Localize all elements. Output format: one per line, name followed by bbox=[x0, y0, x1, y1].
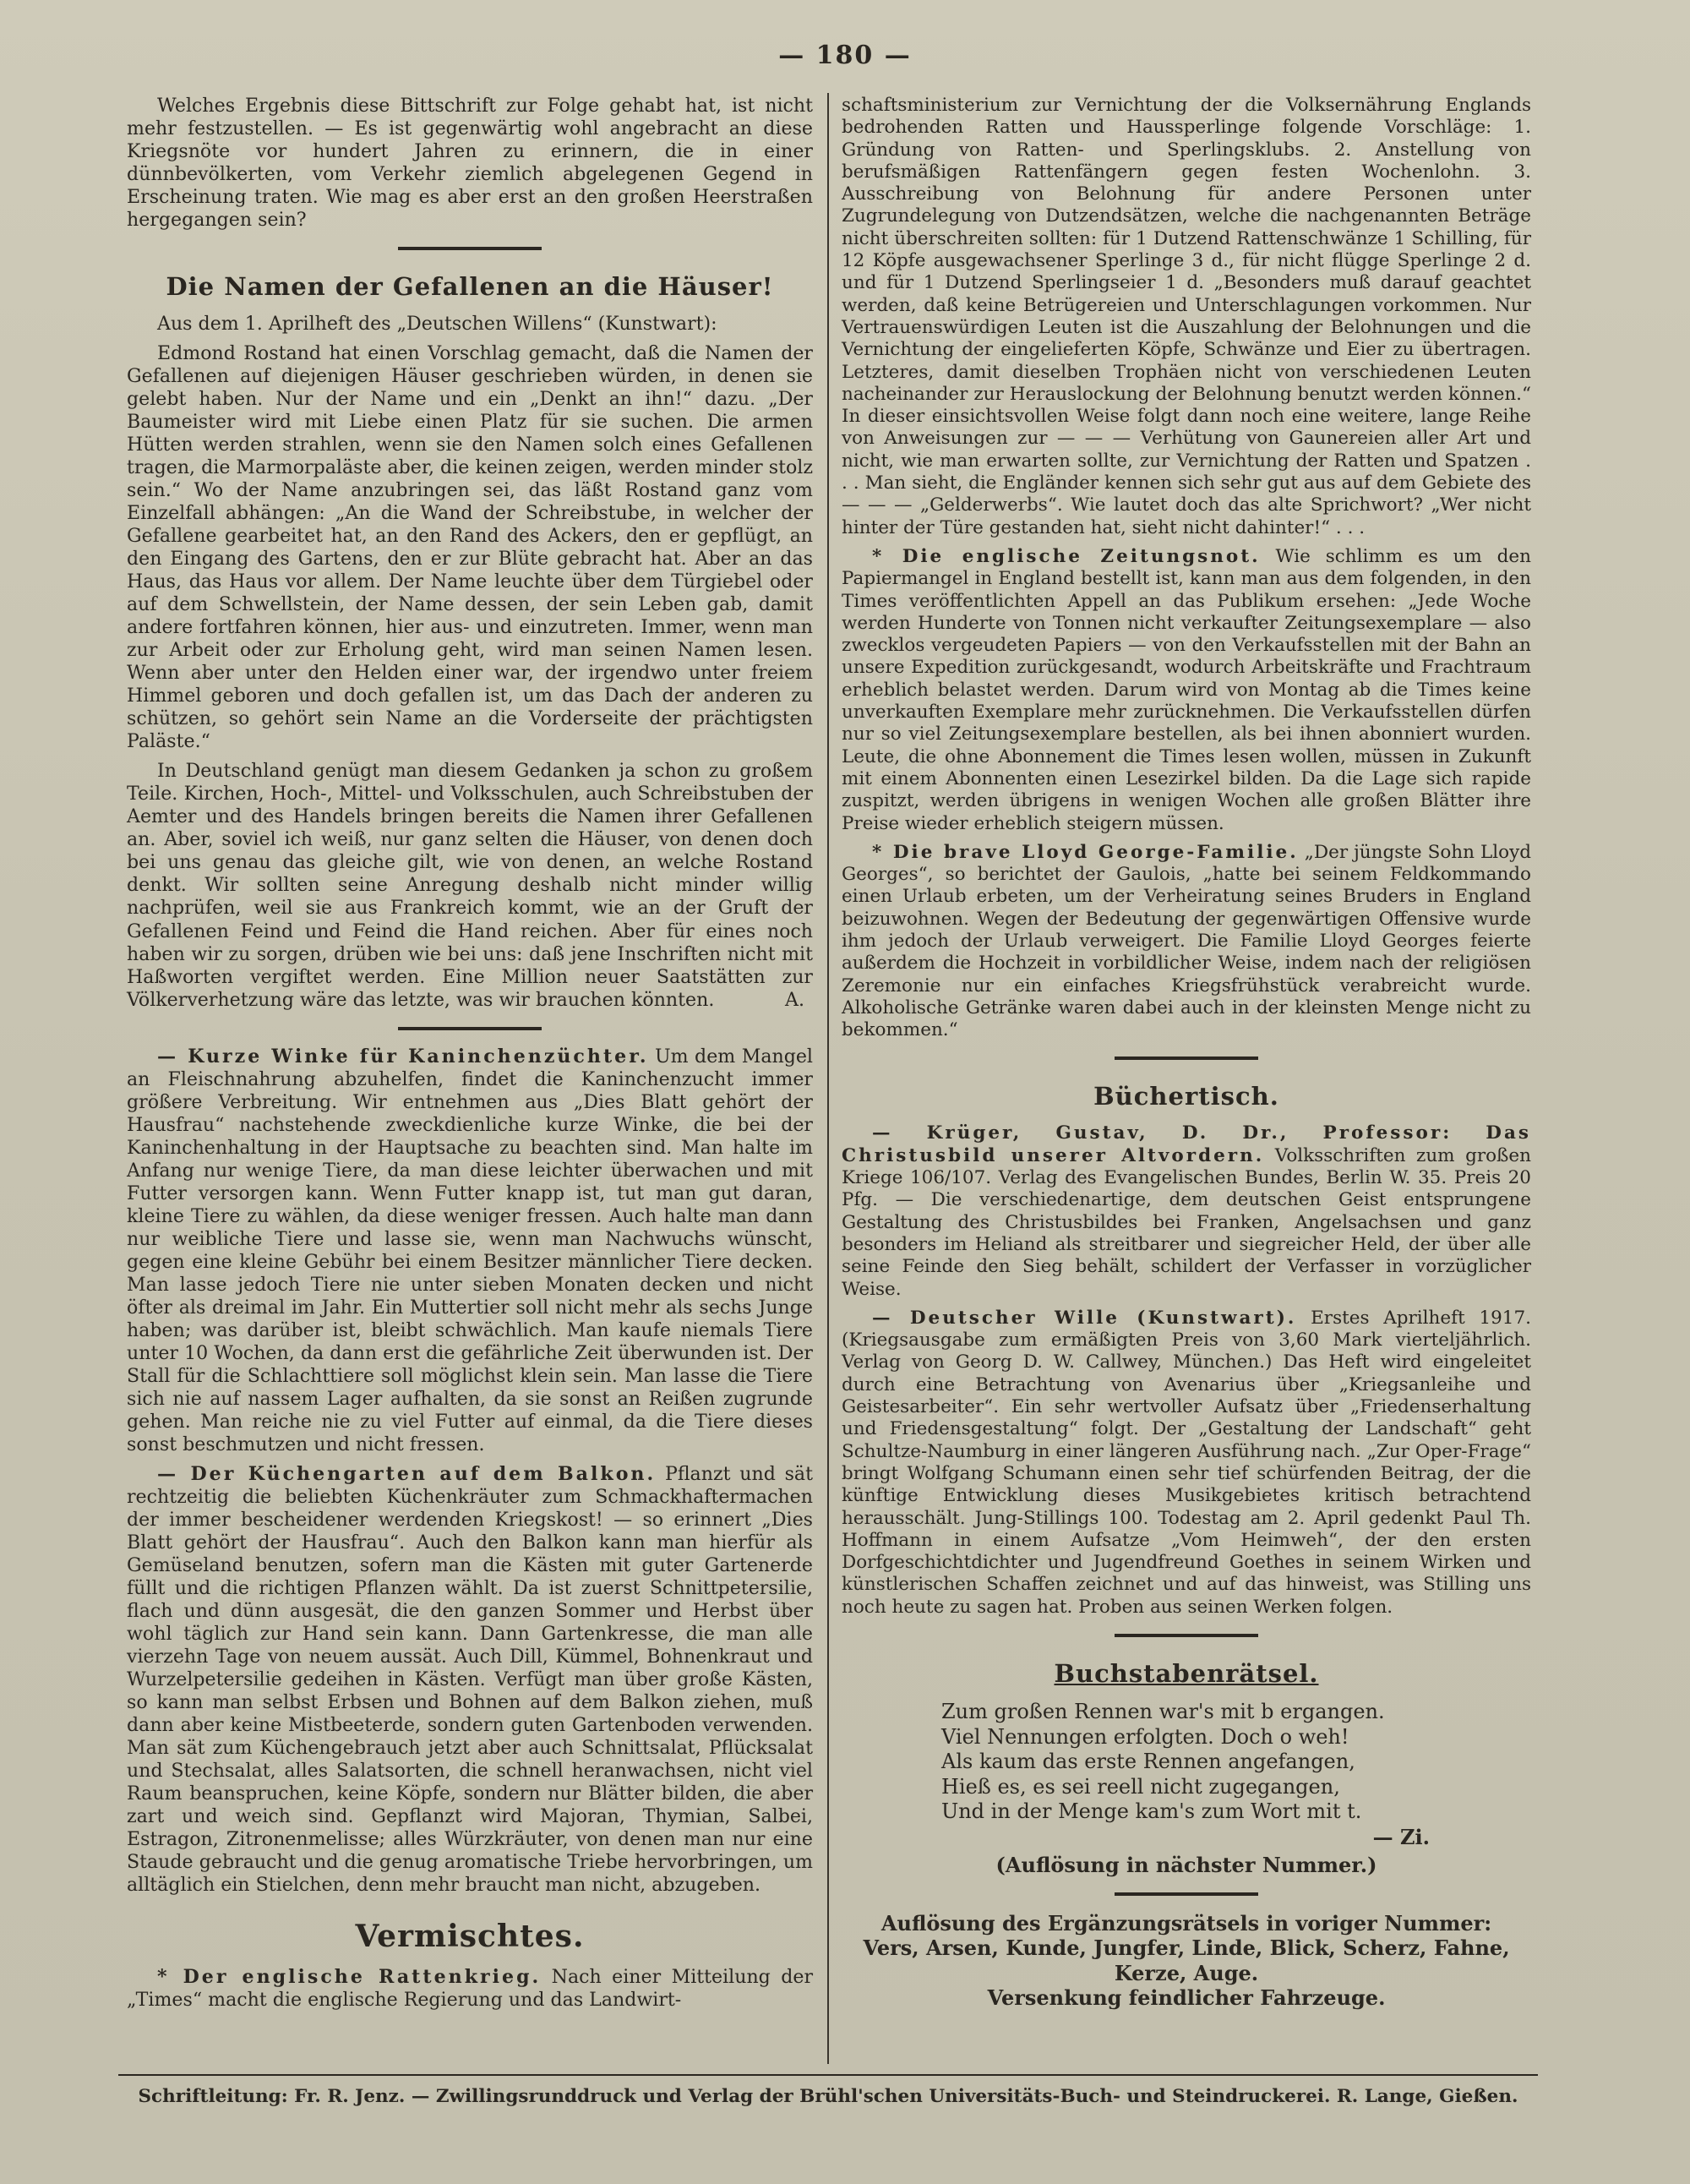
riddle-signature: — Zi. bbox=[1372, 1824, 1430, 1849]
names-paragraph-2 bbox=[127, 760, 813, 1011]
book-review-1 bbox=[842, 1122, 1531, 1300]
riddle-note: (Auflösung in nächster Nummer.) bbox=[995, 1852, 1377, 1877]
rat-continuation: schaftsministerium zur Vernichtung der die Volksernährung Englands bedrohenden Ratten und Haussperlinge folgende Vorschläge: 1. Gründung von Ratten- und Sperlingsklubs. 2. Anstellung von berufsmäßigen Rattenfängern gegen festen Wochenlohn. 3. Ausschreibung von Belohnung für andere Personen unter Zugrundelegung von Dutzendsätzen, welche die nachgenannten Beträge nicht überschreiten sollten: für 1 Dutzend Rattenschwänze 1 Schilling, für 12 Köpfe ausgewachsener Sperlinge 3 d., für nicht flügge Sperlinge 2 d. und für 1 Dutzend Sperlingseier 1 d. „Besonders muß darauf geachtet werden, daß keine Betrügereien und Unterschlagungen vorkommen. Nur Vertrauenswürdigen Leuten ist die Auszahlung der Belohnungen und die Vernichtung der eingelieferten Köpfe, Schwänze und Eier zu übertragen. Letzteres, damit dieselben Trophäen nicht von verschiedenen Leuten nacheinander zur Herauslockung der Belohnung benutzt werden können.“ In dieser einsichtsvollen Weise folgt dann noch eine weitere, lange Reihe von Anweisungen zur — — — Verhütung von Gaunereien aller Art und nicht, wie man erwarten sollte, zur Vernichtung der Ratten und Spatzen . . . Man sieht, die Engländer kennen sich sehr gut aus auf dem Gebiete des — — — „Gelderwerbs“. Wie lautet doch das alte Sprichwort? „Wer nicht hinter der Türe gestanden hat, sieht nicht dahinter!“ . . . bbox=[842, 95, 1531, 538]
paper-article bbox=[842, 546, 1531, 835]
riddle-line: Viel Nennungen erfolgten. Doch o weh! bbox=[941, 1724, 1349, 1749]
lloyd-article bbox=[842, 842, 1531, 1042]
solution-heading: Auflösung des Ergänzungsrätsels in voriger Nummer: bbox=[880, 1910, 1492, 1936]
garden-text: Pflanzt und sät rechtzeitig die beliebten Küchenkräuter zum Schmackhaftermachen der immer bescheidener werdenden Kriegskost! — so erinnert „Dies Blatt gehört der Hausfrau“. Auch den Balkon kann man hierfür als Gemüseland benutzen, sofern man die Kästen mit guter Gartenerde füllt und die richtigen Pflanzen wählt. Da ist zuerst Schnittpetersilie, flach und dünn ausgesät, die den ganzen Sommer und Herbst über wohl täglich zur Hand sein kann. Dann Gartenkresse, die man alle vierzehn Tage von neuem aussät. Auch Dill, Kümmel, Bohnenkraut und Wurzelpetersilie gedeihen in Kästen. Verfügt man über große Kästen, so kann man selbst Erbsen und Bohnen auf dem Balkon ziehen, muß dann aber keine Mistbeeterde, sondern guten Gartenboden verwenden. Man sät zum Küchengebrauch jetzt aber auch Schnittsalat, Pflücksalat und Stechsalat, alles Salatsorten, die schnell heranwachsen, nicht viel Raum beanspruchen, keine Köpfe, sondern nur Blätter bilden, die aber zart und weich sind. Gepflanzt wird Majoran, Thymian, Salbei, Estragon, Zitronenmelisse; alles Würzkräuter, von denen man nur eine Staude gebraucht und die genug aromatische Triebe hervorbringen, um alltäglich ein Stielchen, denn mehr braucht man nicht, abzugeben. bbox=[127, 1462, 813, 1897]
names-paragraph-1: Edmond Rostand hat einen Vorschlag gemacht, daß die Namen der Gefallenen auf diejenigen Häuser geschrieben würden, in denen sie gelebt haben. Nur der Name und ein „Denkt an ihn!“ dazu. „Der Baumeister wird mit Liebe einen Platz für sie suchen. Die armen Hütten werden strahlen, wenn sie den Namen solch eines Gefallenen tragen, die Marmorpaläste aber, die keinen zeigen, werden minder stolz sein.“ Wo der Name anzubringen sei, das läßt Rostand ganz vom Einzelfall abhängen: „An die Wand der Schreibstube, in welcher der Gefallene gearbeitet hat, an den Rand des Ackers, den er gepflügt, an den Eingang des Gartens, den er zur Blüte gebracht hat. Aber an das Haus, das Haus vor allem. Der Name leuchte über dem Türgiebel oder auf dem Schwellstein, der Name dessen, der sein Leben gab, damit andere fortfahren können, hier aus- und einzutreten. Immer, wenn man zur Arbeit oder zur Erholung geht, wird man seinen Namen lesen. Wenn aber unter den Helden einer war, der irgendwo unter freiem Himmel geboren und doch gefallen ist, um das Dach der anderen zu schützen, so gehört sein Name an die Vorderseite der prächtigsten Paläste.“ bbox=[127, 342, 813, 753]
riddle-line: Und in der Menge kam's zum Wort mit t. bbox=[941, 1799, 1362, 1823]
riddle-line: Als kaum das erste Rennen angefangen, bbox=[941, 1750, 1355, 1773]
page-number: — 180 — bbox=[778, 41, 912, 70]
misc-heading: Vermischtes. bbox=[355, 1919, 585, 1955]
column-rule bbox=[827, 93, 829, 2064]
riddle-line: Hieß es, es sei reell nicht zugegangen, bbox=[941, 1774, 1340, 1799]
solution-block bbox=[842, 1911, 1531, 2011]
footer-rule bbox=[118, 2074, 1538, 2076]
rat-heading: * Der englische Rattenkrieg. bbox=[157, 1966, 542, 1989]
book2-text: Erstes Aprilheft 1917. (Kriegsausgabe zum ermäßigten Preis von 3,60 Mark vierteljährlich. Verlag von Georg D. W. Callwey, München.) Das Heft wird eingeleitet durch eine Betrachtung von Avenarius über „Kriegsanleihe und Geistesarbeiter“. Ein sehr wertvoller Aufsatz über „Friedenserhaltung und Friedensgestaltung“ folgt. Der „Gestaltung der Landschaft“ geht Schultze-Naumburg in einer längeren Ausführung nach. „Zur Oper-Frage“ bringt Wolfgang Schumann einen sehr tief schürfenden Beitrag, der die künftige Entwicklung dieses Musikgebietes kritisch betrachtend herausschält. Jung-Stillings 100. Todestag am 2. April gedenkt Paul Th. Hoffmann in einem Aufsatze „Vom Heimweh“, der den ersten Dorfgeschichtdichter und Jugendfreund Goethes in seinem Wirken und künstlerischen Schaffen zeichnet und auf das hinweist, was Stilling uns noch heute zu sagen hat. Proben aus seinen Werken folgen. bbox=[842, 1307, 1531, 1618]
lloyd-heading: * Die brave Lloyd George-Familie. bbox=[872, 841, 1299, 863]
rabbit-text: Um dem Mangel an Fleischnahrung abzuhelfen, findet die Kaninchenzucht immer größere Verbreitung. Wir entnehmen aus „Dies Blatt gehört der Hausfrau“ nachstehende zweckdienliche kurze Winke, die bei der Kaninchenhaltung in der Hauptsache zu beachten sind. Man halte im Anfang nur wenige Tiere, da man diese leichter überwachen und mit Futter versorgen kann. Wenn Futter knapp ist, tut man gut daran, kleine Tiere zu wählen, da diese weniger fressen. Auch halte man dann nur weibliche Tiere und lasse sie, wenn man Nachwuchs wünscht, gegen eine kleine Gebühr bei einem Besitzer männlicher Tiere decken. Man lasse jedoch Tiere nie unter sieben Monaten decken und nicht öfter als dreimal im Jahr. Ein Muttertier soll nicht mehr als sechs Junge haben; was darüber ist, bleibt schwächlich. Man kaufe niemals Tiere unter 10 Wochen, da dann erst die gefährliche Zeit überwunden ist. Der Stall für die Schlachttiere soll möglichst klein sein. Man lasse die Tiere sich nie auf nassem Lager aufhalten, da sie sonst an Reißen zugrunde gehen. Man reiche nie zu viel Futter auf einmal, da die Tiere dieses sonst beschmutzen und nicht fressen. bbox=[127, 1045, 813, 1455]
rat-article bbox=[127, 1966, 813, 2012]
left-column bbox=[127, 95, 813, 2018]
riddle-line: Zum großen Rennen war's mit b ergangen. bbox=[941, 1700, 1385, 1723]
section-divider bbox=[398, 1027, 542, 1030]
names-heading: Die Namen der Gefallenen an die Häuser! bbox=[166, 272, 774, 302]
solution-line-1: Vers, Arsen, Kunde, Jungfer, Linde, Blick, Scherz, Fahne, Kerze, Auge. bbox=[863, 1936, 1510, 1985]
names-source: Aus dem 1. Aprilheft des „Deutschen Willens“ (Kunstwart): bbox=[157, 313, 717, 336]
rabbit-heading: — Kurze Winke für Kaninchenzüchter. bbox=[157, 1045, 649, 1067]
garden-article bbox=[127, 1463, 813, 1897]
paper-heading: * Die englische Zeitungsnot. bbox=[872, 545, 1261, 567]
book2-heading: — Deutscher Wille (Kunstwart). bbox=[872, 1307, 1297, 1329]
rat-text: Nach einer Mitteilung der „Times“ macht die englische Regierung und das Landwirt- bbox=[127, 1966, 814, 2012]
solution-line-2: Versenkung feindlicher Fahrzeuge. bbox=[987, 1985, 1386, 2010]
names-paragraph-2-text: In Deutschland genügt man diesem Gedanken ja schon zu großem Teile. Kirchen, Hoch-, Mittel- und Volksschulen, auch Schreibstuben der Aemter und des Handels bringen bereits die Namen ihrer Gefallenen an. Aber, soviel ich weiß, nur ganz selten die Häuser, von denen doch bei uns genau das gleiche gilt, wie von denen, an welche Rostand denkt. Wir sollten seine Anregung deshalb nicht minder willig nachprüfen, weil sie aus Frankreich kommt, wie an der Gruft der Gefallenen Feind und Feind die Hand reichen. Aber für eines noch haben wir zu sorgen, drüben wie bei uns: daß jene Inschriften nicht mit Haßworten vergiftet werden. Eine Million neuer Saatstätten zur Völkerverhetzung wäre das letzte, was wir brauchen könnten. bbox=[127, 760, 813, 1011]
rabbit-article bbox=[127, 1046, 813, 1456]
lloyd-text: „Der jüngste Sohn Lloyd Georges“, so berichtet der Gaulois, „hatte bei seinem Feldkommando einen Urlaub erbeten, um der Verheiratung seines Bruders in England beizuwohnen. Wegen der Bedeutung der gegenwärtigen Offensive wurde ihm jedoch der Urlaub verweigert. Die Familie Lloyd Georges feierte außerdem die Hochzeit in vorbildlicher Weise, indem nach der religiösen Zeremonie nur ein einfaches Kriegsfrühstück verabreicht wurde. Alkoholische Getränke waren dabei auch in der kleinsten Menge nicht zu bekommen.“ bbox=[842, 841, 1531, 1041]
names-signature: A. bbox=[785, 988, 804, 1011]
riddle-poem bbox=[941, 1700, 1531, 1825]
section-divider bbox=[1115, 1892, 1258, 1896]
intro-paragraph: Welches Ergebnis diese Bittschrift zur Folge gehabt hat, ist nicht mehr festzustellen. — Es ist gegenwärtig wohl angebracht an diese Kriegsnöte vor hundert Jahren zu erinnern, die in einer dünnbevölkerten, vom Verkehr ziemlich abgelegenen Gegend in Erscheinung traten. Wie mag es aber erst an den großen Heerstraßen hergegangen sein? bbox=[127, 95, 813, 232]
section-divider bbox=[1115, 1634, 1258, 1637]
book1-text: Volksschriften zum großen Kriege 106/107. Verlag des Evangelischen Bundes, Berlin W. 35. Preis 20 Pfg. — Die verschiedenartige, dem deutschen Geist entsprungene Gestaltung des Christusbildes bei Franken, Angelsachsen und ganz besonders im Heliand als streitbarer und siegreicher Held, der über alle seine Feinde den Sieg behält, schildert der Verfasser in vorzüglicher Weise. bbox=[842, 1144, 1531, 1300]
section-divider bbox=[1115, 1057, 1258, 1060]
section-divider bbox=[398, 247, 542, 250]
right-column bbox=[842, 95, 1531, 2011]
garden-heading: — Der Küchengarten auf dem Balkon. bbox=[157, 1462, 657, 1485]
riddle-heading: Buchstabenrätsel. bbox=[1054, 1659, 1319, 1688]
imprint-footer: Schriftleitung: Fr. R. Jenz. — Zwillingsrunddruck und Verlag der Brühl'schen Universitäts-Buch- und Steindruckerei. R. Lange, Gießen. bbox=[138, 2086, 1518, 2107]
book-review-2 bbox=[842, 1308, 1531, 1619]
paper-text: Wie schlimm es um den Papiermangel in England bestellt ist, kann man aus dem folgenden, in den Times veröffentlichten Appell an das Publikum ersehen: „Jede Woche werden Hunderte von Tonnen nicht verkaufter Zeitungsexemplare — also zwecklos vergeudeten Papiers — von den Verkaufsstellen mit der Bahn an unsere Expedition zurückgesandt, wodurch Arbeitskräfte und Frachtraum erheblich belastet werden. Darum wird von Montag ab die Times keine unverkauften Exemplare mehr zurücknehmen. Die Verkaufsstellen dürfen nur so viel Zeitungsexemplare bestellen, als bei ihnen abonniert wurden. Leute, die ohne Abonnement die Times lesen wollen, müssen in Zukunft mit einem Abonnenten einen Lesezirkel bilden. Da die Lage sich rapide zuspitzt, werden übrigens in wenigen Wochen alle großen Blätter ihre Preise wieder erheblich steigern müssen. bbox=[842, 545, 1532, 834]
book1-heading: — Krüger, Gustav, D. Dr., Professor: Das Christusbild unserer Altvordern. bbox=[842, 1122, 1531, 1166]
books-heading: Büchertisch. bbox=[1093, 1082, 1279, 1111]
